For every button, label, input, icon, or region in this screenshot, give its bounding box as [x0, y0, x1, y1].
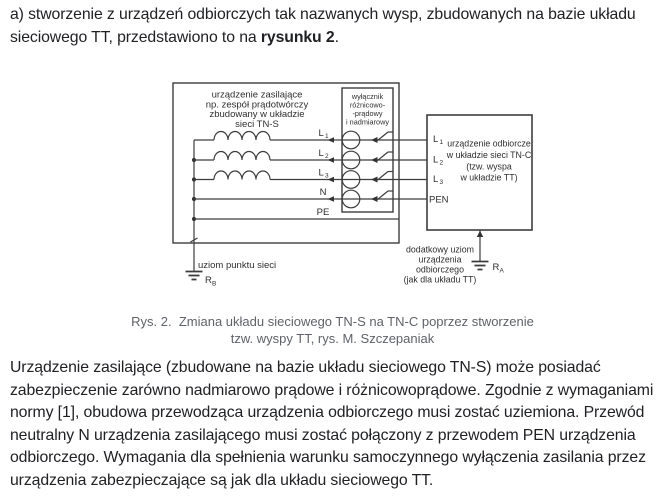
receiver-label-line4: w układzie TT): [460, 172, 518, 183]
earth-right-resistance-subscript: A: [499, 267, 504, 275]
receiver-label-line3: (tzw. wyspa: [466, 161, 512, 172]
switch-blade-l2: [378, 152, 389, 161]
switch-blade-l3: [378, 172, 389, 181]
body-line-2: zabezpieczenie zarówno nadmiarowo prądowe i różnicowoprądowe. Zgodnie z wymaganiami: [10, 381, 654, 399]
earth-right-label-line2: urządzenia: [418, 254, 462, 265]
generator-coil-l2: [214, 152, 270, 161]
earth-left: [186, 260, 277, 288]
terminal-l3-subscript: 3: [439, 179, 444, 186]
receiver-terminals: [429, 134, 449, 206]
figure-reference: rysunku 2: [260, 28, 335, 46]
breaker-label-line3: -prądowy: [352, 109, 383, 118]
terminal-pen: PEN: [429, 194, 449, 206]
label-n: N: [319, 187, 327, 198]
supply-box-label-line2: np. zespół prądotwórczy: [205, 99, 309, 111]
supply-box-label-line1: urządzenie zasilające: [211, 89, 303, 101]
label-l1-subscript: 1: [325, 133, 329, 140]
figure-caption-line2: tzw. wyspy TT, rys. M. Szczepaniak: [230, 330, 435, 346]
contact-arrow-n: [371, 196, 378, 202]
body-line-5: odbiorczego. Wymagania dla spełnienia warunku samoczynnego wyłączenia zasilania przez: [10, 449, 646, 466]
label-l3-subscript: 3: [325, 172, 329, 180]
earth-left-label: uziom punktu sieci: [198, 260, 277, 271]
terminal-l2-subscript: 2: [439, 159, 444, 167]
breaker-label-line2: różnicowo-: [349, 100, 386, 110]
terminal-l1: L: [433, 134, 439, 145]
switch-blade-l1: [378, 132, 389, 141]
body-line-4: neutralny N urządzenia zasilającego musi zostać połączony z przewodem PEN urządzenia: [10, 426, 636, 444]
intro-line2-suffix: .: [334, 28, 339, 46]
earth-left-resistance: R: [205, 275, 212, 286]
terminal-l2: L: [433, 154, 439, 166]
body-line-3: normy [1], obudowa przewodząca urządzenia odbiorczego musi zostać uziemiona. Przewód: [10, 404, 645, 421]
earth-right-label-line1: dodatkowy uziom: [406, 244, 474, 255]
earth-right-up-arrow: [477, 231, 483, 238]
label-l2-subscript: 2: [325, 153, 329, 160]
earth-left-resistance-subscript: B: [212, 280, 217, 288]
body-paragraph: [10, 357, 653, 492]
figure-caption-line1: Rys. 2. Zmiana układu sieciowego TN-S na TN-C poprzez stworzenie: [131, 314, 534, 329]
label-l3: L: [318, 167, 324, 179]
label-l2: L: [318, 148, 324, 159]
figure-caption: [0, 314, 665, 347]
terminal-l1-subscript: 1: [439, 139, 444, 146]
generator-coil-l1: [214, 132, 270, 141]
earth-right-resistance: R: [492, 262, 500, 273]
intro-line2-prefix: sieciowego TT, przedstawiono to na: [10, 28, 261, 46]
receiver-label-line2: w układzie sieci TN-C: [446, 150, 532, 160]
body-line-1: Urządzenie zasilające (zbudowane na bazie układu sieciowego TN-S) może posiadać: [10, 359, 601, 376]
earth-right: [404, 230, 505, 285]
body-line-6: urządzenia zabezpieczające są jak dla układu sieciowego TT.: [10, 471, 434, 489]
conductor-labels: [317, 128, 330, 218]
label-pe: PE: [316, 207, 330, 218]
receiver-label-line1: urządzenie odbiorcze: [447, 138, 531, 149]
switch-blade-n: [378, 191, 389, 200]
contact-arrow-l1: [371, 137, 378, 143]
tick-arrow-n: [328, 196, 335, 202]
terminal-l3: L: [433, 174, 439, 185]
generator-coil-l3: [214, 171, 270, 180]
supply-box-label-line4: sieci TN-S: [235, 119, 279, 130]
contact-arrow-l3: [371, 177, 378, 183]
intro-line-1: a) stworzenie z urządzeń odbiorczych tak nazwanych wysp, zbudowanych na bazie układu: [10, 6, 636, 23]
contact-arrow-l2: [371, 157, 378, 163]
earth-right-label-line4: (jak dla układu TT): [403, 274, 477, 285]
breaker-label-line4: i nadmiarowy: [346, 117, 389, 127]
breaker-label-line1: wyłącznik: [351, 92, 384, 101]
wire-connection-arrows: [328, 137, 335, 202]
supply-box-label-line3: zbudowany w układzie: [209, 109, 305, 120]
earth-right-label-line3: odbiorczego: [416, 264, 464, 275]
breaker-internals: [342, 131, 393, 208]
label-l1: L: [318, 128, 324, 139]
conductor-wires: [194, 132, 427, 220]
